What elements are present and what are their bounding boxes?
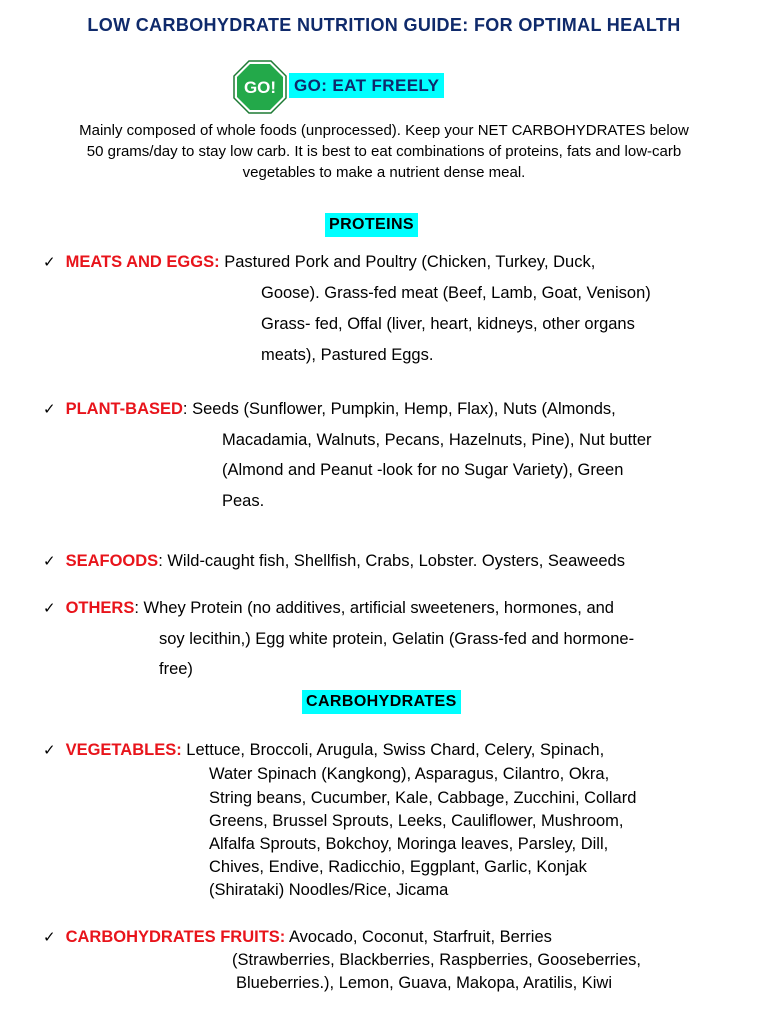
item-text: free) bbox=[159, 660, 193, 678]
check-icon: ✓ bbox=[43, 254, 56, 271]
item-text: Lettuce, Broccoli, Arugula, Swiss Chard, Celery, Spinach, bbox=[186, 741, 605, 759]
section-heading-carbohydrates: CARBOHYDRATES bbox=[302, 690, 461, 714]
item-text: String beans, Cucumber, Kale, Cabbage, Zucchini, Collard bbox=[209, 789, 637, 807]
item-text: Pastured Pork and Poultry (Chicken, Turkey, Duck, bbox=[224, 253, 596, 271]
category-label: OTHERS bbox=[65, 599, 135, 617]
item-text: Alfalfa Sprouts, Bokchoy, Moringa leaves, Parsley, Dill, bbox=[209, 835, 609, 853]
category-label: CARBOHYDRATES FRUITS: bbox=[65, 928, 286, 946]
category-label: SEAFOODS bbox=[65, 552, 159, 570]
item-text: Peas. bbox=[222, 492, 265, 510]
category-label: PLANT-BASED bbox=[65, 400, 183, 418]
section-heading-proteins: PROTEINS bbox=[325, 213, 418, 237]
item-text: Grass- fed, Offal (liver, heart, kidneys, other organs bbox=[261, 315, 635, 333]
intro-line: 50 grams/day to stay low carb. It is best to eat combinations of proteins, fats and low-carb bbox=[86, 143, 682, 160]
page-title: LOW CARBOHYDRATE NUTRITION GUIDE: FOR OPTIMAL HEALTH bbox=[87, 15, 681, 35]
intro-line: vegetables to make a nutrient dense meal. bbox=[242, 164, 526, 181]
go-sign-text: GO! bbox=[243, 78, 277, 97]
intro-paragraph bbox=[18, 120, 750, 183]
check-icon: ✓ bbox=[43, 600, 56, 617]
check-icon: ✓ bbox=[43, 401, 56, 418]
item-text: Avocado, Coconut, Starfruit, Berries bbox=[288, 928, 552, 946]
item-text: Chives, Endive, Radicchio, Eggplant, Garlic, Konjak bbox=[209, 858, 587, 876]
item-text: Water Spinach (Kangkong), Asparagus, Cilantro, Okra, bbox=[209, 765, 610, 783]
item-text: soy lecithin,) Egg white protein, Gelatin (Grass-fed and hormone- bbox=[159, 630, 635, 648]
go-sign-icon bbox=[233, 60, 287, 114]
item-text: (Strawberries, Blackberries, Raspberries, Gooseberries, bbox=[232, 951, 641, 969]
item-text: Goose). Grass-fed meat (Beef, Lamb, Goat, Venison) bbox=[261, 284, 651, 302]
item-text: (Almond and Peanut -look for no Sugar Variety), Green bbox=[222, 461, 624, 479]
category-label: MEATS AND EGGS: bbox=[65, 253, 220, 271]
category-label: VEGETABLES: bbox=[65, 741, 182, 759]
item-text: Macadamia, Walnuts, Pecans, Hazelnuts, Pine), Nut butter bbox=[222, 431, 652, 449]
check-icon: ✓ bbox=[43, 929, 56, 946]
item-text: (Shirataki) Noodles/Rice, Jicama bbox=[209, 881, 449, 899]
item-text: meats), Pastured Eggs. bbox=[261, 346, 434, 364]
item-text: Blueberries.), Lemon, Guava, Makopa, Aratilis, Kiwi bbox=[236, 974, 612, 992]
intro-line: Mainly composed of whole foods (unprocessed). Keep your NET CARBOHYDRATES below bbox=[79, 122, 689, 139]
item-text: : Wild-caught fish, Shellfish, Crabs, Lobster. Oysters, Seaweeds bbox=[158, 552, 625, 570]
go-heading: GO: EAT FREELY bbox=[289, 73, 444, 98]
check-icon: ✓ bbox=[43, 742, 56, 759]
item-text: : Whey Protein (no additives, artificial sweeteners, hormones, and bbox=[134, 599, 614, 617]
check-icon: ✓ bbox=[43, 553, 56, 570]
item-text: : Seeds (Sunflower, Pumpkin, Hemp, Flax), Nuts (Almonds, bbox=[182, 400, 616, 418]
item-text: Greens, Brussel Sprouts, Leeks, Cauliflower, Mushroom, bbox=[209, 812, 624, 830]
